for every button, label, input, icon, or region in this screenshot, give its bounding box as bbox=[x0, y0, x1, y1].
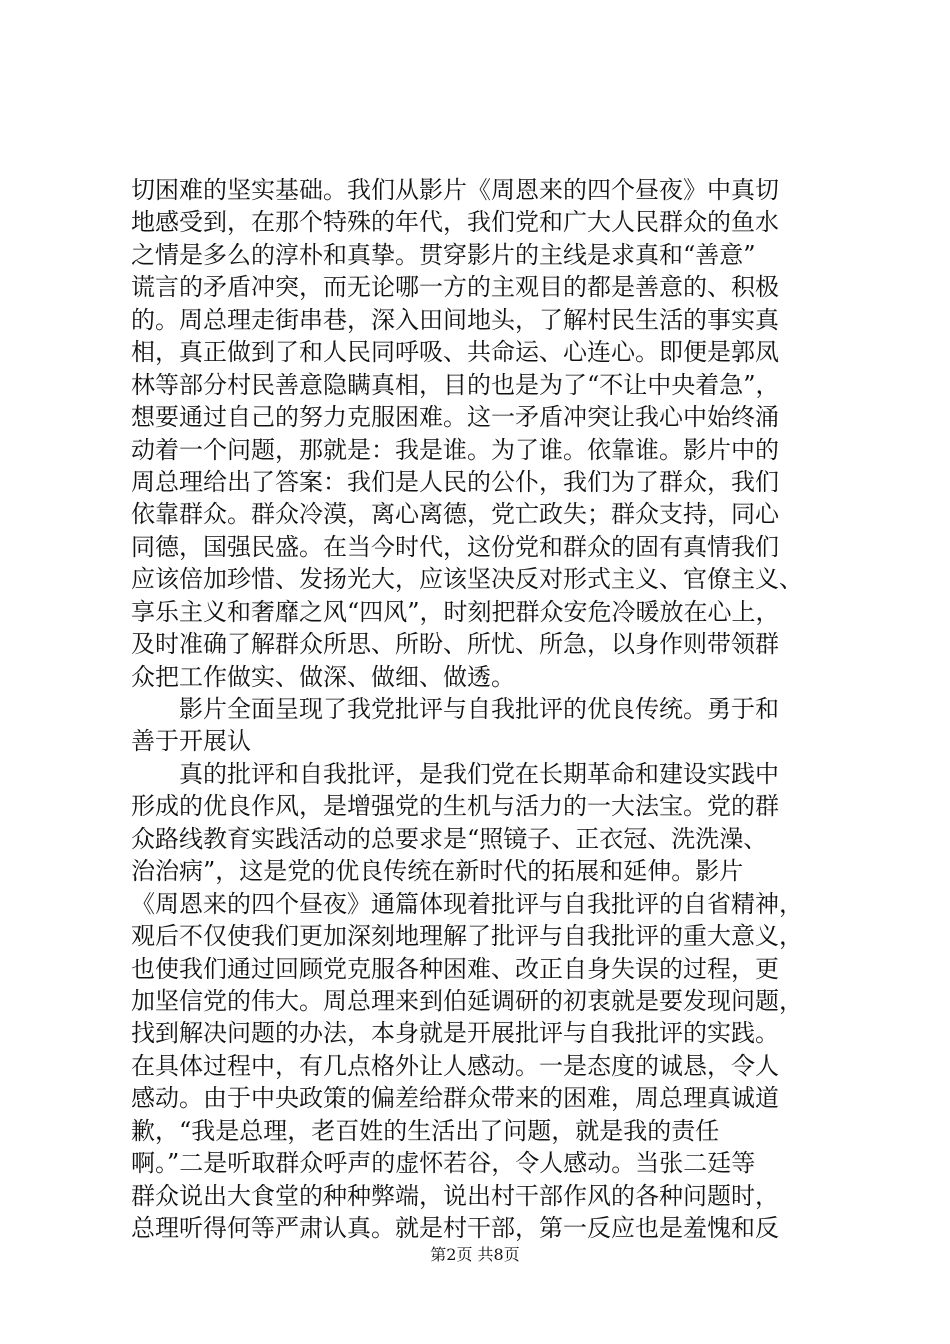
text-line: 啊。”二是听取群众呼声的虚怀若谷，令人感动。当张二廷等 bbox=[131, 1149, 756, 1178]
text-line: 群众说出大食堂的种种弊端，说出村干部作风的各种问题时， bbox=[131, 1181, 779, 1210]
text-line: 谎言的矛盾冲突，而无论哪一方的主观目的都是善意的、积极 bbox=[131, 273, 779, 302]
text-line: 真的批评和自我批评，是我们党在长期革命和建设实践中 bbox=[179, 759, 779, 788]
text-line: 周总理给出了答案：我们是人民的公仆，我们为了群众，我们 bbox=[131, 467, 779, 496]
text-line: 也使我们通过回顾党克服各种困难、改正自身失误的过程，更 bbox=[131, 954, 779, 983]
text-line: 及时准确了解群众所思、所盼、所忧、所急，以身作则带领群 bbox=[131, 630, 779, 659]
text-line: 同德，国强民盛。在当今时代，这份党和群众的固有真情我们 bbox=[131, 532, 779, 561]
text-line: 善于开展认 bbox=[131, 727, 251, 756]
page-number-footer: 第2页 共8页 bbox=[430, 1245, 520, 1264]
text-line: 地感受到，在那个特殊的年代，我们党和广大人民群众的鱼水 bbox=[131, 208, 779, 237]
text-line: 的。周总理走街串巷，深入田间地头，了解村民生活的事实真 bbox=[131, 305, 779, 334]
text-line: 应该倍加珍惜、发扬光大，应该坚决反对形式主义、官僚主义、 bbox=[131, 565, 803, 594]
text-line: 切困难的坚实基础。我们从影片《周恩来的四个昼夜》中真切 bbox=[131, 176, 779, 204]
text-line: 享乐主义和奢靡之风“四风”，时刻把群众安危冷暖放在心上， bbox=[131, 597, 780, 626]
text-line: 加坚信党的伟大。周总理来到伯延调研的初衷就是要发现问题， bbox=[131, 986, 803, 1015]
text-line: 影片全面呈现了我党批评与自我批评的优良传统。勇于和 bbox=[179, 695, 779, 723]
text-line: 找到解决问题的办法，本身就是开展批评与自我批评的实践。 bbox=[131, 1019, 779, 1048]
text-line: 众路线教育实践活动的总要求是“照镜子、正衣冠、洗洗澡、 bbox=[131, 824, 768, 853]
document-body bbox=[131, 174, 831, 1244]
text-line: 《周恩来的四个昼夜》通篇体现着批评与自我批评的自省精神， bbox=[131, 889, 803, 918]
text-line: 林等部分村民善意隐瞒真相，目的也是为了“不让中央着急”， bbox=[131, 370, 780, 399]
text-line: 想要通过自己的努力克服困难。这一矛盾冲突让我心中始终涌 bbox=[131, 403, 779, 432]
text-line: 形成的优良作风，是增强党的生机与活力的一大法宝。党的群 bbox=[131, 792, 779, 821]
text-line: 治治病”，这是党的优良传统在新时代的拓展和延伸。影片 bbox=[131, 857, 744, 886]
text-line: 在具体过程中，有几点格外让人感动。一是态度的诚恳，令人 bbox=[131, 1051, 779, 1080]
text-line: 众把工作做实、做深、做细、做透。 bbox=[131, 662, 515, 691]
text-line: 歉，“我是总理，老百姓的生活出了问题，就是我的责任 bbox=[131, 1116, 720, 1145]
text-line: 相，真正做到了和人民同呼吸、共命运、心连心。即便是郭凤 bbox=[131, 338, 779, 367]
text-line: 之情是多么的淳朴和真挚。贯穿影片的主线是求真和“善意” bbox=[131, 240, 756, 269]
text-line: 观后不仅使我们更加深刻地理解了批评与自我批评的重大意义， bbox=[131, 922, 803, 951]
text-line: 总理听得何等严肃认真。就是村干部，第一反应也是羞愧和反 bbox=[131, 1214, 779, 1242]
text-line: 动着一个问题，那就是：我是谁。为了谁。依靠谁。影片中的 bbox=[131, 435, 779, 464]
text-line: 感动。由于中央政策的偏差给群众带来的困难，周总理真诚道 bbox=[131, 1084, 779, 1113]
text-line: 依靠群众。群众冷漠，离心离德，党亡政失；群众支持，同心 bbox=[131, 500, 779, 529]
